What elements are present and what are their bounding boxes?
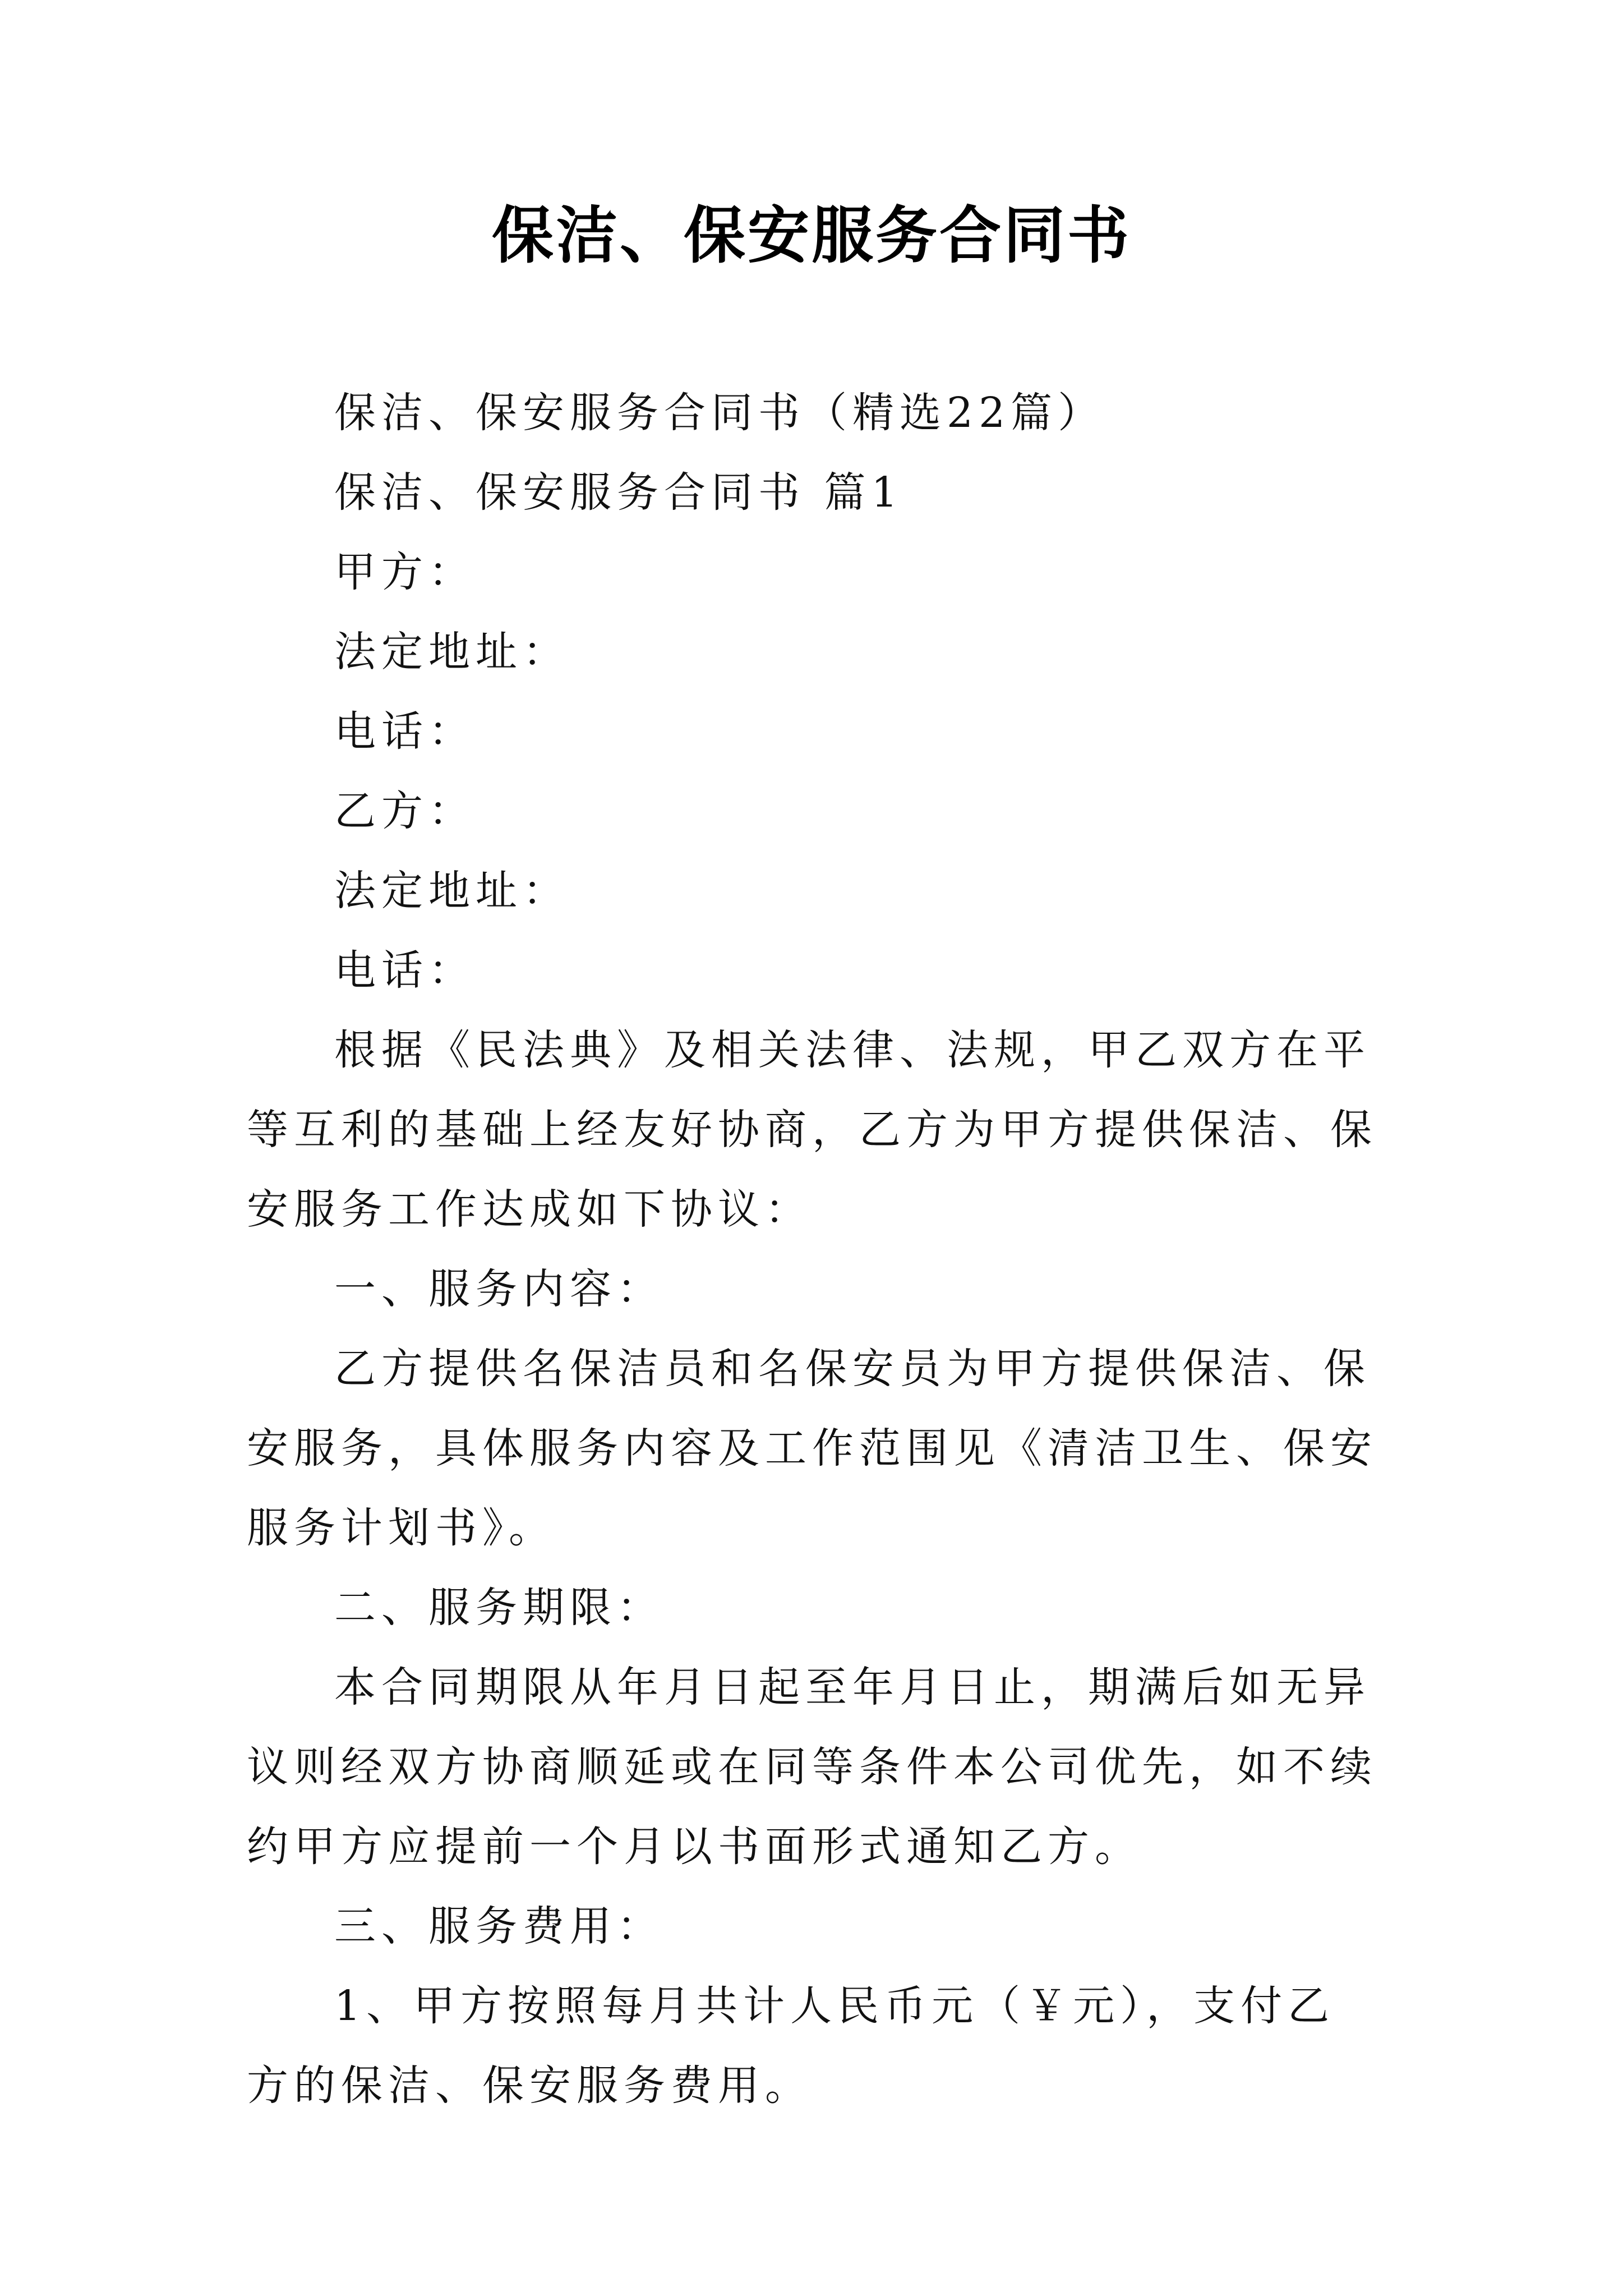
document-title: 保洁、保安服务合同书 xyxy=(492,199,1131,272)
party-a-label: 甲方： xyxy=(334,548,476,596)
party-b-address-label: 法定地址： xyxy=(334,867,570,915)
clause-service-term-text: 本合同期限从年月日起至年月日止，期满后如无异议则经双方协商顺延或在同等条件本公司优先，如不续约甲方应提前一个月以书面形式通知乙方。 xyxy=(247,1663,1377,1871)
document-body xyxy=(247,373,1380,2125)
clause-heading-service-fee: 三、服务费用： xyxy=(334,1902,664,1950)
party-a-address-label: 法定地址： xyxy=(334,628,570,676)
clause-service-fee-text: 1、甲方按照每月共计人民币元（￥元），支付乙方的保洁、保安服务费用。 xyxy=(247,1982,1335,2110)
clause-heading-service-term: 二、服务期限： xyxy=(334,1584,664,1632)
preamble-paragraph: 根据《民法典》及相关法律、法规，甲乙双方在平等互利的基础上经友好协商，乙方为甲方提供保洁、保安服务工作达成如下协议： xyxy=(247,1026,1377,1234)
party-a-phone-label: 电话： xyxy=(334,707,476,756)
party-b-phone-label: 电话： xyxy=(334,946,476,995)
party-b-label: 乙方： xyxy=(334,787,476,835)
paragraph-intro: 保洁、保安服务合同书（精选22篇） xyxy=(334,389,1105,437)
paragraph-section-heading: 保洁、保安服务合同书 篇1 xyxy=(334,468,903,517)
clause-service-content-text: 乙方提供名保洁员和名保安员为甲方提供保洁、保安服务，具体服务内容及工作范围见《清洁卫生、保安服务计划书》。 xyxy=(247,1345,1377,1552)
clause-heading-service-content: 一、服务内容： xyxy=(334,1265,664,1313)
